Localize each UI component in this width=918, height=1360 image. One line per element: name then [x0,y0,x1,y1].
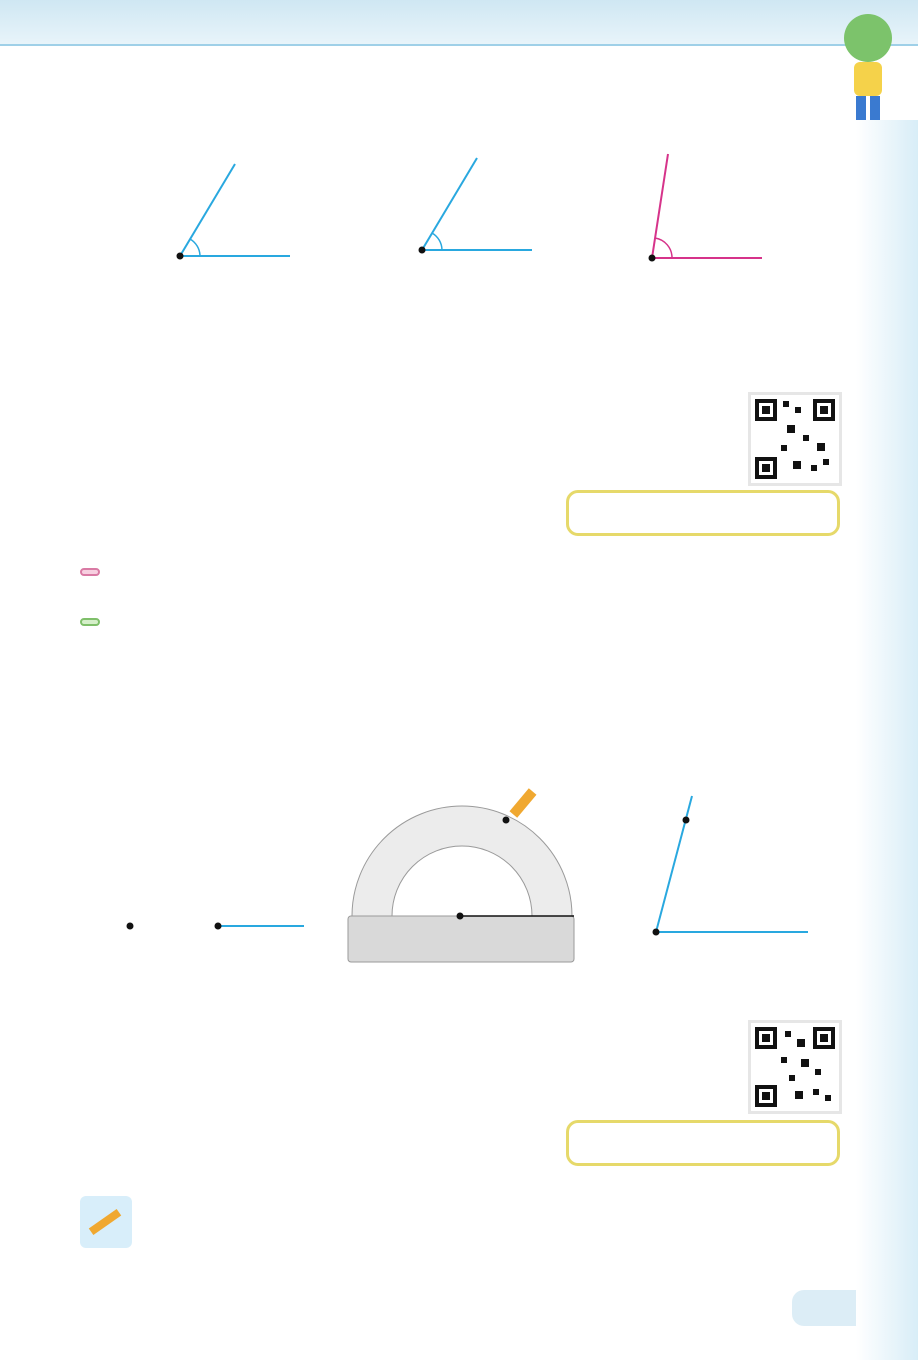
angle-60-lmn [419,158,533,254]
qr-link-section-2[interactable] [566,490,840,536]
figure-73 [140,140,820,290]
mascot-illustration [832,4,904,124]
angle-80-cde [649,154,763,262]
figure-76-protractor [348,788,574,962]
angle-60-aob [177,164,291,260]
figures-74-77 [90,786,850,976]
note-pencil-icon [80,1196,132,1248]
figure-77-angle [653,796,809,936]
figure-74-point [127,923,134,930]
qr-code-section-2[interactable] [748,392,842,486]
figure-75-ray [215,923,305,930]
page-number-tab [792,1290,856,1326]
side-decoration-strip [856,120,918,1360]
solution-badge [80,618,100,626]
task-badge [80,568,100,576]
qr-link-section-3[interactable] [566,1120,840,1166]
qr-code-section-3[interactable] [748,1020,842,1114]
header-strip [0,0,918,46]
